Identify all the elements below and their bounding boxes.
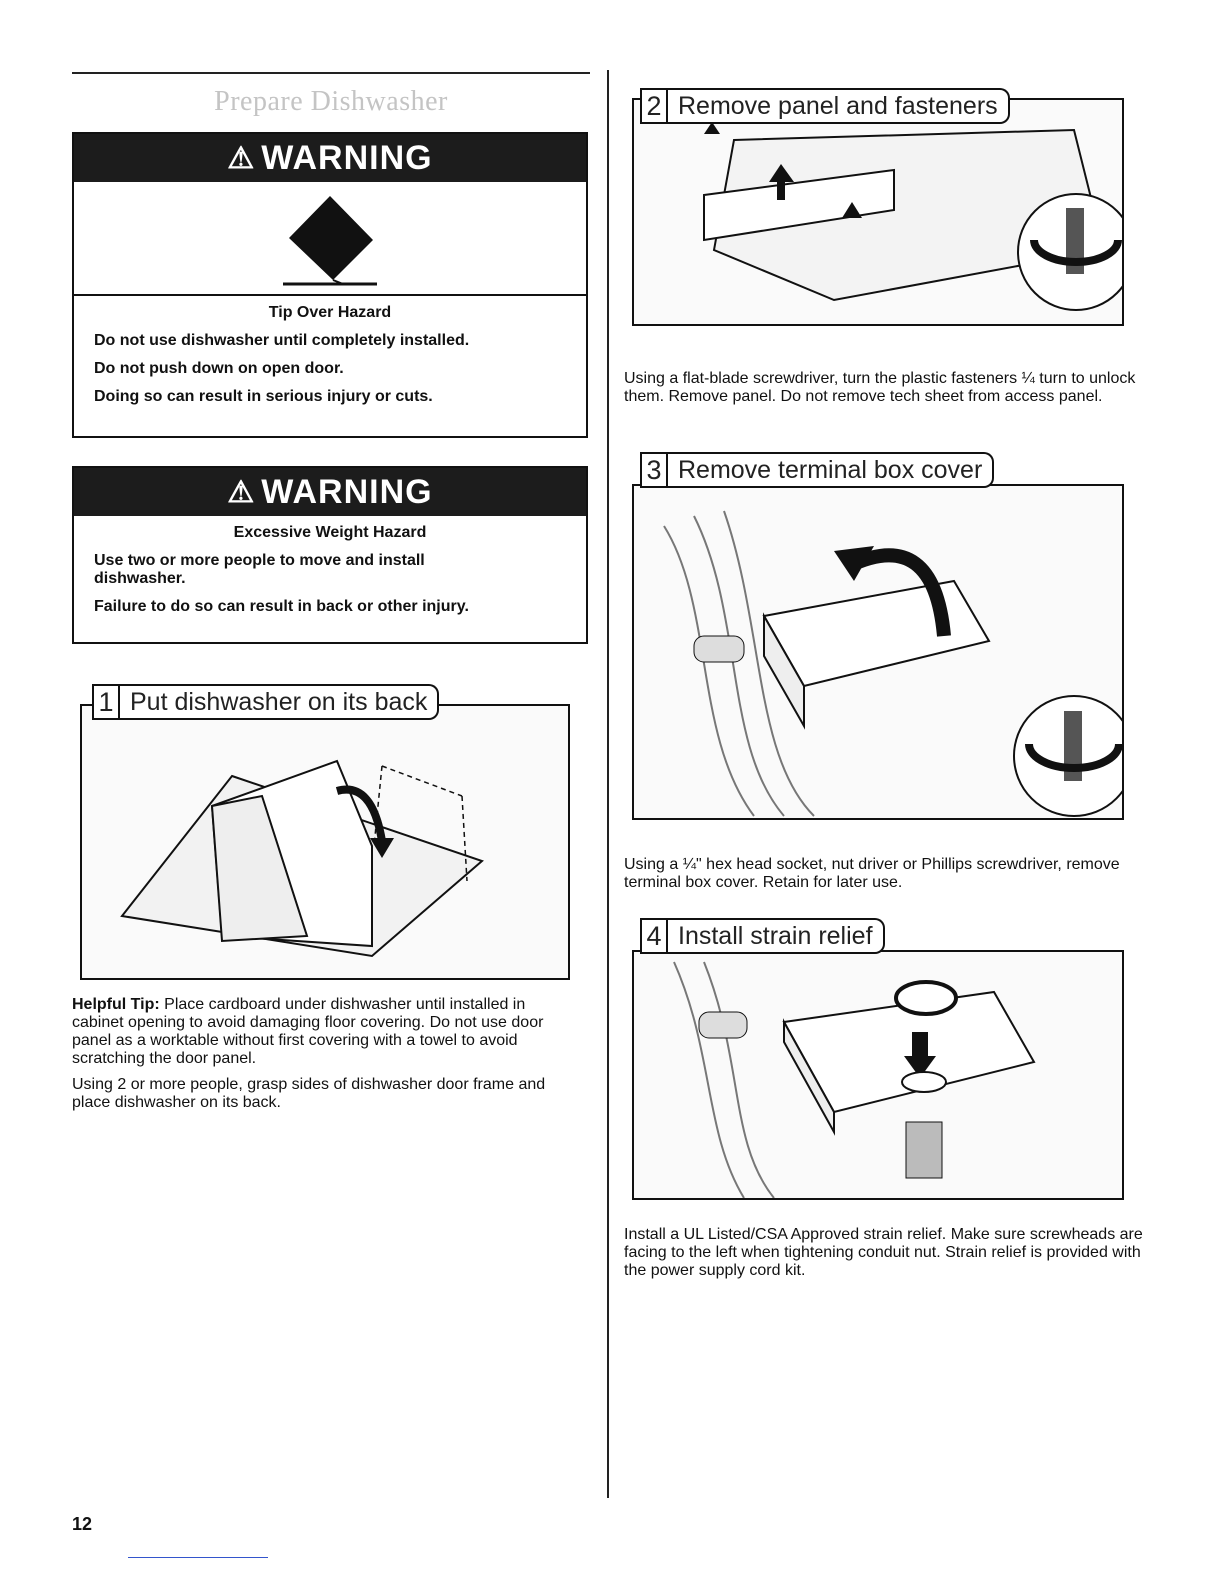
warning-label: WARNING: [261, 138, 433, 177]
step-1-header: [92, 684, 439, 720]
section-top-rule: [72, 72, 590, 74]
step-4-header: [640, 918, 885, 954]
step-number: 2: [640, 88, 668, 124]
footer-line: [128, 1557, 268, 1558]
section-title: Prepare Dishwasher: [214, 86, 448, 117]
step-1-illustration: [80, 704, 570, 980]
step-1-text: [72, 996, 572, 1120]
tipping-dishwasher-icon: [283, 196, 377, 284]
column-divider: [607, 70, 609, 1498]
step-3-header: [640, 452, 994, 488]
warning-line: Doing so can result in serious injury or cuts.: [94, 388, 433, 405]
hazard-title: Excessive Weight Hazard: [233, 524, 427, 541]
warning-line: Do not push down on open door.: [94, 360, 344, 377]
tip-over-pictogram: [74, 182, 586, 294]
helpful-tip-label: Helpful Tip:: [72, 996, 160, 1013]
step-4-text: [624, 1226, 1148, 1288]
step-title: Put dishwasher on its back: [130, 687, 428, 716]
dishwasher-on-back-illustration: [82, 706, 568, 978]
remove-panel-illustration: [634, 100, 1122, 324]
page-number: 12: [72, 1514, 93, 1534]
step-number: 4: [640, 918, 668, 954]
helpful-tip-text: Place cardboard under dishwasher until installed in cabinet opening to avoid damaging floor covering. Do not use door panel as a worktable without first covering with a towel to avoid scratching the door panel.: [72, 996, 544, 1067]
warning-line: Use two or more people to move and install dishwasher.: [94, 552, 425, 587]
warning-body: [74, 516, 586, 634]
step-3-illustration: [632, 484, 1124, 820]
hazard-title: Tip Over Hazard: [268, 304, 392, 321]
warning-label: WARNING: [261, 472, 433, 511]
warning-line: Do not use dishwasher until completely installed.: [94, 332, 470, 349]
strain-relief-illustration: [634, 952, 1122, 1198]
warning-box-weight: [72, 466, 588, 644]
step-instruction: Using a flat-blade screwdriver, turn the plastic fasteners ¼ turn to unlock them. Remove panel. Do not remove tech sheet from access panel.: [624, 370, 1136, 405]
step-number: 3: [640, 452, 668, 488]
step-3-text: [624, 856, 1148, 900]
step-2-illustration: [632, 98, 1124, 326]
step-instruction: Using a ¼" hex head socket, nut driver or Phillips screwdriver, remove terminal box cover. Retain for later use.: [624, 856, 1120, 891]
step-number: 1: [92, 684, 120, 720]
warning-header: [74, 134, 586, 182]
warning-box-tip-over: [72, 132, 588, 438]
step-2-text: [624, 370, 1148, 414]
warning-line: Failure to do so can result in back or other injury.: [94, 598, 469, 615]
warning-body: [74, 296, 586, 424]
step-instruction: Using 2 or more people, grasp sides of dishwasher door frame and place dishwasher on its back.: [72, 1076, 546, 1111]
terminal-box-illustration: [634, 486, 1122, 818]
warning-triangle-icon: ⚠: [227, 141, 256, 175]
warning-triangle-icon: ⚠: [227, 475, 256, 509]
step-instruction: Install a UL Listed/CSA Approved strain relief. Make sure screwheads are facing to the left when tightening conduit nut. Strain relief is provided with the power supply cord kit.: [624, 1226, 1143, 1279]
step-title: Remove terminal box cover: [678, 455, 983, 484]
step-4-illustration: [632, 950, 1124, 1200]
warning-header: [74, 468, 586, 516]
step-title: Install strain relief: [678, 921, 873, 950]
step-2-header: [640, 88, 1010, 124]
step-title: Remove panel and fasteners: [678, 91, 998, 120]
